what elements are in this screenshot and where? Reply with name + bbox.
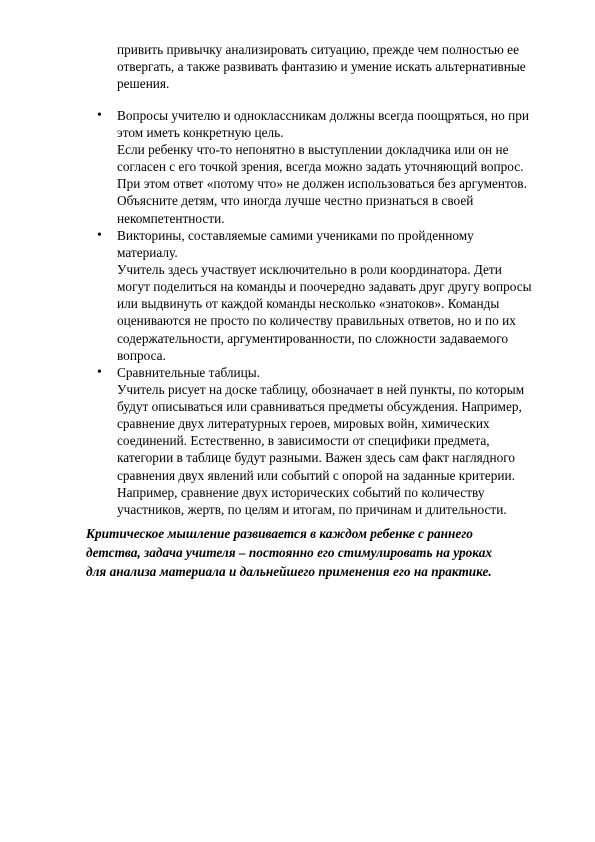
intro-line: привить привычку анализировать ситуацию, прежде чем полностью ее <box>117 42 519 57</box>
item-line: категории в таблице будут разными. Важен здесь сам факт наглядного <box>117 450 516 466</box>
bullet-marker: • <box>97 365 102 380</box>
bullet-marker: • <box>97 108 102 123</box>
conclusion-line: детства, задача учителя – постоянно его стимулировать на уроках <box>86 545 492 560</box>
item-line: Учитель рисует на доске таблицу, обозначает в ней пункты, по которым <box>117 382 525 398</box>
item-line: вопроса. <box>117 347 166 363</box>
list-item <box>117 107 557 227</box>
item-line: материалу. <box>117 245 178 261</box>
item-line: сравнения двух явлений или событий с опорой на заданные критерии. <box>117 467 515 483</box>
item-line: Вопросы учителю и одноклассникам должны всегда поощряться, но при <box>117 108 529 123</box>
item-line: содержательности, аргументированности, по сложности задаваемого <box>117 330 508 346</box>
item-line: Объясните детям, что иногда лучше честно признаться в своей <box>117 193 474 209</box>
conclusion-line: для анализа материала и дальнейшего применения его на практике. <box>86 564 492 579</box>
item-line: оцениваются не просто по количеству правильных ответов, но и по их <box>117 313 516 329</box>
item-line: этом иметь конкретную цель. <box>117 125 284 141</box>
conclusion-line: Критическое мышление развивается в каждом ребенке с раннего <box>86 526 473 541</box>
list-item <box>117 227 557 364</box>
bullet-marker: • <box>97 228 102 243</box>
item-line: Викторины, составляемые самими учениками по пройденному <box>117 228 474 243</box>
item-line: согласен с его точкой зрения, всегда можно задать уточняющий вопрос. <box>117 159 524 175</box>
conclusion-paragraph <box>86 524 556 581</box>
item-line: Учитель здесь участвует исключительно в роли координатора. Дети <box>117 262 502 278</box>
intro-paragraph <box>117 41 557 92</box>
item-line: участников, жертв, по целям и итогам, по причинам и длительности. <box>117 501 507 517</box>
item-line: могут поделиться на команды и поочередно задавать друг другу вопросы <box>117 279 532 295</box>
intro-line: отвергать, а также развивать фантазию и умение искать альтернативные <box>117 59 526 75</box>
item-line: Если ребенку что-то непонятно в выступлении докладчика или он не <box>117 142 509 158</box>
item-line: будут описываться или сравниваться предметы обсуждения. Например, <box>117 399 522 415</box>
item-line: сравнение двух литературных героев, мировых войн, химических <box>117 416 490 432</box>
intro-line: решения. <box>117 76 170 92</box>
item-line: некомпетентности. <box>117 210 225 226</box>
item-line: Например, сравнение двух исторических событий по количеству <box>117 484 485 500</box>
item-line: При этом ответ «потому что» не должен использоваться без аргументов. <box>117 176 527 192</box>
list-item <box>117 364 557 518</box>
item-line: Сравнительные таблицы. <box>117 365 261 380</box>
item-line: соединений. Естественно, в зависимости от специфики предмета, <box>117 433 490 449</box>
item-line: или выдвинуть от каждой команды несколько «знатоков». Команды <box>117 296 500 312</box>
